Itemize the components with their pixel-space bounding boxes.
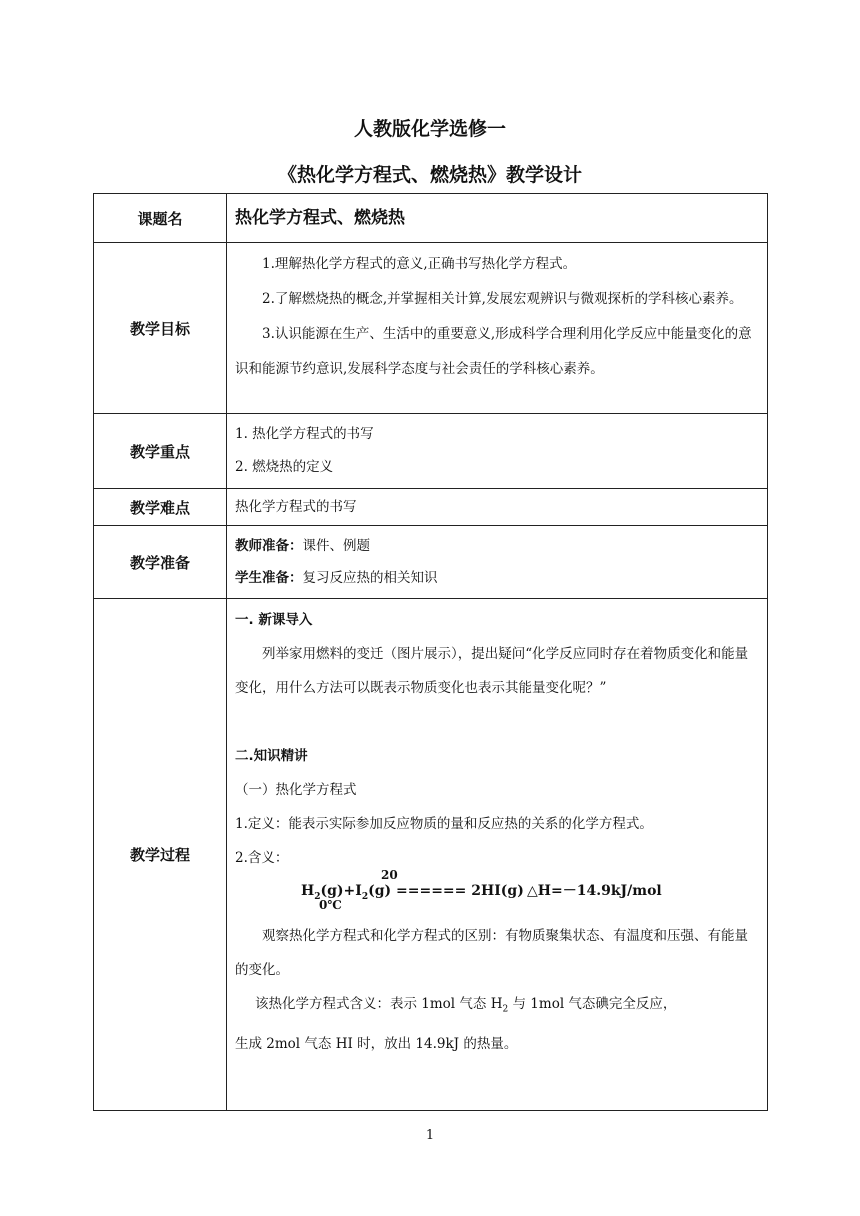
thermochemical-equation [235, 868, 759, 919]
process-cell [227, 599, 768, 1111]
meaning-subscript: 2 [502, 1004, 509, 1015]
spacer [235, 705, 759, 739]
prep-student [235, 562, 759, 594]
difficulty-label: 教学难点 [94, 489, 227, 526]
row-process [94, 599, 768, 1111]
eq-subscript: 2 [314, 891, 321, 902]
row-goals [94, 243, 768, 414]
observation-text: 观察热化学方程式和化学方程式的区别：有物质聚集状态、有温度和压强、有能量的变化。 [235, 928, 748, 978]
key-item: 2. 燃烧热的定义 [235, 459, 334, 475]
row-difficulty [94, 489, 768, 526]
topic-cell [227, 194, 768, 243]
lesson-plan-table [93, 193, 768, 1111]
enthalpy-change: △H=－14.9kJ/mol [527, 883, 662, 899]
topic-value: 热化学方程式、燃烧热 [235, 208, 405, 228]
document-subtitle: 《热化学方程式、燃烧热》教学设计 [277, 164, 582, 186]
process-label: 教学过程 [94, 599, 227, 1111]
goal-item: 1.理解热化学方程式的意义,正确书写热化学方程式。 [262, 256, 577, 272]
topic-label: 课题名 [94, 194, 227, 243]
meaning-label: 2.含义： [235, 850, 289, 866]
eq-part: (g)+I [320, 883, 362, 899]
prep-cell [227, 526, 768, 599]
meaning-part: 该热化学方程式含义：表示 1mol 气态 H [255, 996, 503, 1012]
eq-part: H [301, 883, 315, 899]
meaning-text-2: 生成 2mol 气态 HI 时，放出 14.9kJ 的热量。 [235, 1035, 518, 1052]
key-item: 1. 热化学方程式的书写 [235, 426, 374, 442]
equation-condition-bottom: 0℃ [319, 898, 342, 912]
meaning-part: 与 1mol 气态碘完全反应， [508, 996, 677, 1012]
eq-part: (g) ====== 2HI(g) [368, 883, 524, 899]
row-topic [94, 194, 768, 243]
key-label: 教学重点 [94, 414, 227, 489]
document-title: 人教版化学选修一 [353, 118, 506, 140]
goal-item: 3.认识能源在生产、生活中的重要意义,形成科学合理利用化学反应中能量变化的意识和能源节约意识,发展科学态度与社会责任的学科核心素养。 [235, 326, 752, 377]
page-number: 1 [425, 1128, 435, 1143]
section-text: 列举家用燃料的变迁（图片展示），提出疑问“化学反应同时存在着物质变化和能量变化，用什么方法可以既表示物质变化也表示其能量变化呢？” [235, 646, 749, 696]
goals-cell [227, 243, 768, 414]
eq-subscript: 2 [361, 891, 369, 902]
prep-label: 教学准备 [94, 526, 227, 599]
prep-teacher [235, 530, 759, 562]
definition-text: 1.定义：能表示实际参加反应物质的量和反应热的关系的化学方程式。 [235, 816, 653, 832]
prep-student-label: 学生准备： [235, 570, 303, 586]
equation-condition-top: 20 [381, 868, 398, 882]
row-preparation [94, 526, 768, 599]
difficulty-cell [227, 489, 768, 526]
goals-label: 教学目标 [94, 243, 227, 414]
row-key-points [94, 414, 768, 489]
goal-item: 2.了解燃烧热的概念,并掌握相关计算,发展宏观辨识与微观探析的学科核心素养。 [262, 291, 743, 307]
section-title: 一. 新课导入 [235, 612, 313, 628]
meaning-text [235, 987, 759, 1027]
section-title: 二.知识精讲 [235, 748, 308, 764]
prep-teacher-value: 课件、例题 [302, 538, 370, 554]
difficulty-value: 热化学方程式的书写 [235, 499, 357, 515]
prep-student-value: 复习反应热的相关知识 [302, 570, 438, 586]
prep-teacher-label: 教师准备： [235, 538, 303, 554]
key-cell [227, 414, 768, 489]
subsection-title: （一）热化学方程式 [235, 782, 357, 798]
